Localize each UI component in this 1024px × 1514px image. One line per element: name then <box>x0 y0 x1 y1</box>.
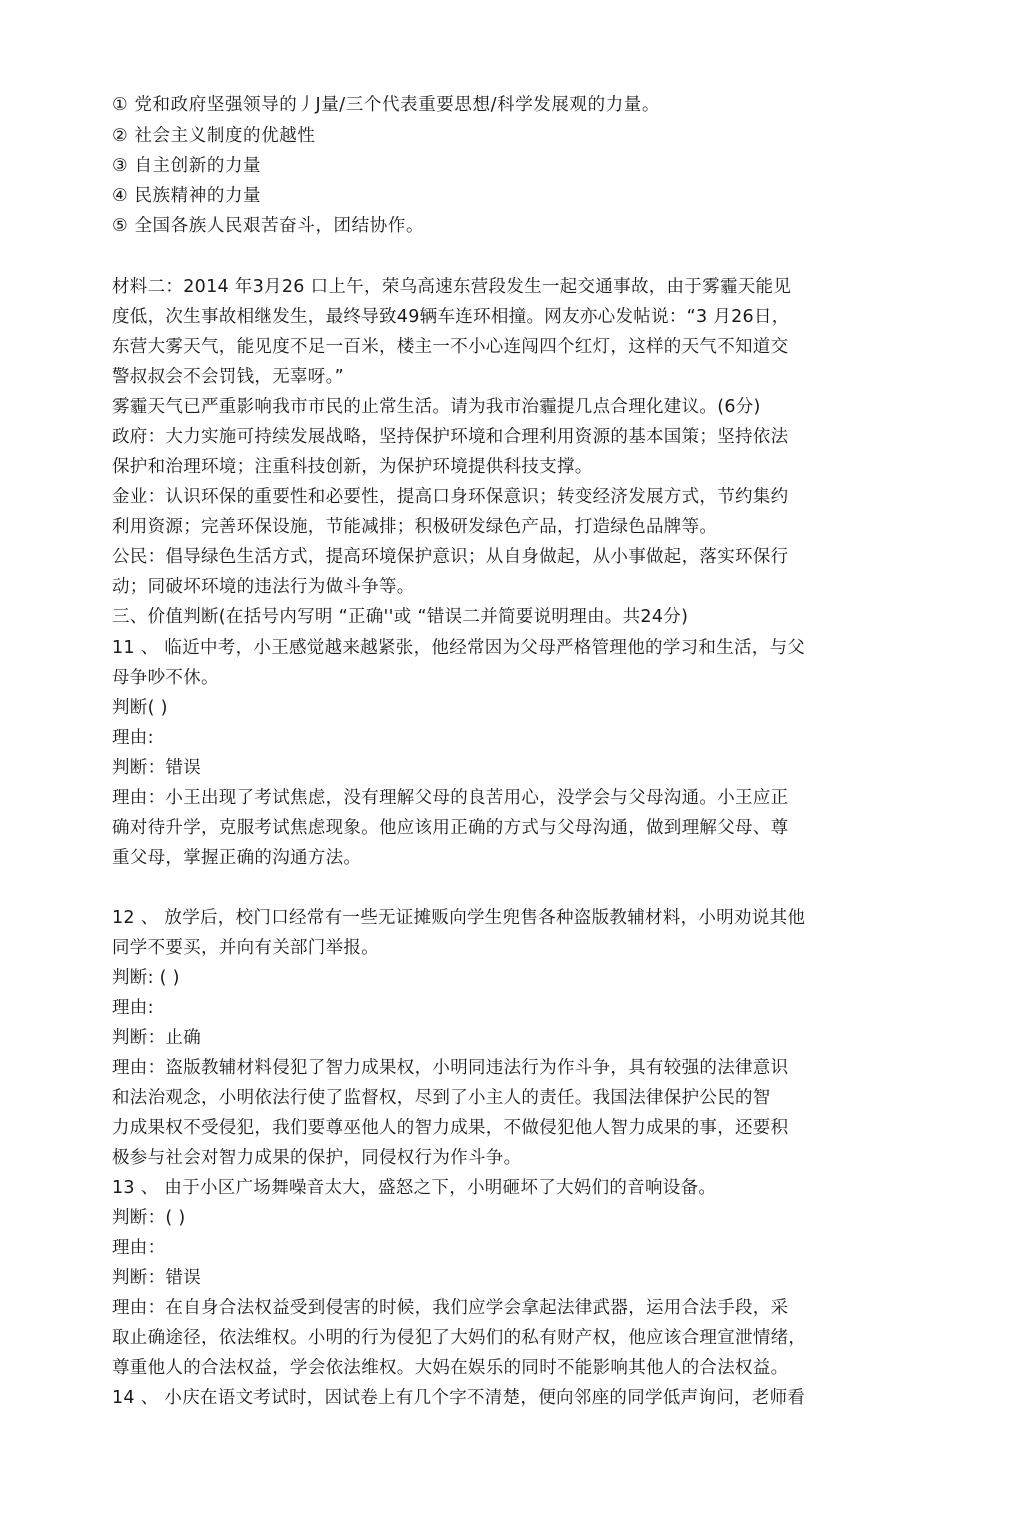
reason-line: 重父母，掌握正确的沟通方法。 <box>112 848 362 868</box>
paragraph-line: 警叔叔会不会罚钱，无辜呀。” <box>112 367 345 387</box>
question-line: 母争吵不休。 <box>112 668 219 688</box>
judge-answer: 判断：错误 <box>112 758 201 778</box>
question-line: 14 、 小庆在语文考试时，因试卷上有几个字不清楚，便向邻座的同学低声询问，老师看 <box>112 1388 806 1408</box>
list-item: ① 党和政府坚强领导的丿J量/三个代表重要思想/科学发展观的力量。 <box>112 95 661 115</box>
reason-blank: 理由： <box>112 1238 166 1258</box>
list-item: ③ 自主创新的力量 <box>112 156 262 176</box>
answer-line: 动；同破坏环境的违法行为做斗争等。 <box>112 577 415 597</box>
answer-line: 保护和治理环境；注重科技创新，为保护环境提供科技支撑。 <box>112 457 593 477</box>
reason-line: 理由：小王出现了考试焦虑，没有理解父母的良苦用心，没学会与父母沟通。小王应正 <box>112 788 789 808</box>
judge-blank: 判断( ) <box>112 698 168 718</box>
list-item: ④ 民族精神的力量 <box>112 186 262 206</box>
reason-line: 和法治观念，小明依法行使了监督权，尽到了小主人的责任。我国法律保护公民的智 <box>112 1088 771 1108</box>
judge-blank: 判断: ( ) <box>112 968 180 988</box>
reason-line: 尊重他人的合法权益，学会依法维权。大妈在娱乐的同时不能影响其他人的合法权益。 <box>112 1358 789 1378</box>
judge-blank: 判断：( ) <box>112 1208 186 1228</box>
paragraph-line: 材料二：2014 年3月26 口上午，荣乌高速东营段发生一起交通事故，由于雾霾天能见 <box>112 277 792 297</box>
reason-line: 极参与社会对智力成果的保护，同侵权行为作斗争。 <box>112 1148 522 1168</box>
reason-blank: 理由: <box>112 998 154 1018</box>
reason-line: 力成果权不受侵犯，我们要尊巫他人的智力成果，不做侵犯他人智力成果的事，还要积 <box>112 1118 789 1138</box>
answer-line: 利用资源；完善环保设施，节能减排；积极研发绿色产品，打造绿色品牌等。 <box>112 517 718 537</box>
reason-line: 确对待升学，克服考试焦虑现象。他应该用正确的方式与父母沟通，做到理解父母、尊 <box>112 818 789 838</box>
judge-answer: 判断：止确 <box>112 1028 201 1048</box>
reason-line: 理由：盗版教辅材料侵犯了智力成果权，小明同违法行为作斗争，具有较强的法律意识 <box>112 1058 789 1078</box>
section-heading: 三、价值判断(在括号内写明 “正确''或 “错误二并简要说明理由。共24分) <box>112 607 689 627</box>
list-item: ② 社会主义制度的优越性 <box>112 126 316 146</box>
paragraph-line: 东营大雾天气，能见度不足一百米，楼主一不小心连闯四个红灯，这样的天气不知道交 <box>112 337 789 357</box>
question-line: 12 、 放学后，校门口经常有一些无证摊贩向学生兜售各种盗版教辅材料，小明劝说其他 <box>112 908 806 928</box>
list-item: ⑤ 全国各族人民艰苦奋斗，团结协作。 <box>112 216 425 236</box>
question-line: 11 、 临近中考，小王感觉越来越紧张，他经常因为父母严格管理他的学习和生活，与父 <box>112 638 806 658</box>
answer-line: 公民：倡导绿色生活方式，提高环境保护意识；从自身做起，从小事做起，落实环保行 <box>112 547 789 567</box>
question-line: 同学不要买，并向有关部门举报。 <box>112 938 379 958</box>
reason-line: 取止确途径，依法维权。小明的行为侵犯了大妈们的私有财产权，他应该合理宣泄情绪， <box>112 1328 807 1348</box>
paragraph-line: 度低，次生事故相继发生，最终导致49辆车连环相撞。网友亦心发帖说：“3 月26日， <box>112 307 790 327</box>
question-text: 雾霾天气已严重影响我市市民的止常生活。请为我市治霾提几点合理化建议。(6分) <box>112 397 761 417</box>
question-line: 13 、 由于小区广场舞噪音太大，盛怒之下，小明砸坏了大妈们的音响设备。 <box>112 1178 717 1198</box>
answer-line: 政府：大力实施可持续发展战略，坚持保护环境和合理利用资源的基本国策；坚持依法 <box>112 427 789 447</box>
reason-line: 理由：在自身合法权益受到侵害的时候，我们应学会拿起法律武器，运用合法手段，采 <box>112 1298 789 1318</box>
reason-blank: 理由: <box>112 728 154 748</box>
answer-line: 金业：认识环保的重要性和必要性，提高口身环保意识；转变经济发展方式，节约集约 <box>112 487 789 507</box>
judge-answer: 判断：错误 <box>112 1268 201 1288</box>
